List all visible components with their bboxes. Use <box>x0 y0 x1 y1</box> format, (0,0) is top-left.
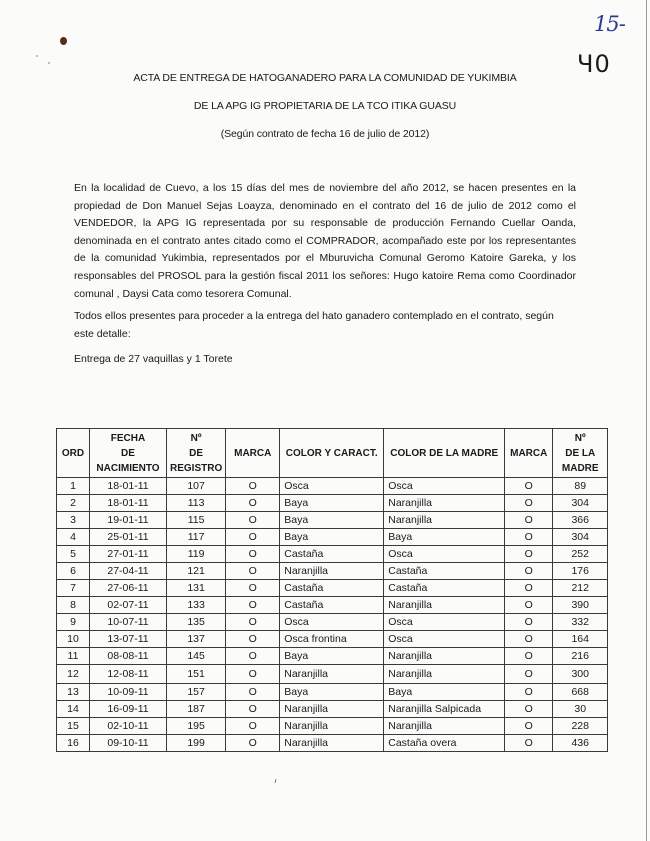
cell-num-madre: 366 <box>553 512 608 529</box>
cell-ord: 8 <box>57 597 90 614</box>
cell-ord: 5 <box>57 546 90 563</box>
header-line: FECHA <box>110 432 146 444</box>
cell-registro: 151 <box>167 665 226 684</box>
cell-fecha: 27-06-11 <box>90 580 167 597</box>
cell-num-madre: 252 <box>553 546 608 563</box>
cell-color: Baya <box>280 512 384 529</box>
cell-num-madre: 304 <box>553 529 608 546</box>
cell-marca-madre: O <box>505 546 553 563</box>
cell-color: Osca <box>280 614 384 631</box>
table-body <box>57 478 608 752</box>
cell-ord: 12 <box>57 665 90 684</box>
cell-marca: O <box>226 563 280 580</box>
cell-fecha: 02-10-11 <box>90 718 167 735</box>
cell-marca: O <box>226 631 280 648</box>
cell-color: Castaña <box>280 580 384 597</box>
header-marca: MARCA <box>226 429 280 478</box>
cell-ord: 11 <box>57 648 90 665</box>
header-color-madre: COLOR DE LA MADRE <box>384 429 505 478</box>
header-ord: ORD <box>57 429 90 478</box>
cell-num-madre: 212 <box>553 580 608 597</box>
cell-ord: 9 <box>57 614 90 631</box>
cell-color: Baya <box>280 495 384 512</box>
cell-registro: 117 <box>167 529 226 546</box>
cell-fecha: 27-01-11 <box>90 546 167 563</box>
cell-ord: 1 <box>57 478 90 495</box>
cell-marca-madre: O <box>505 665 553 684</box>
cell-fecha: 19-01-11 <box>90 512 167 529</box>
cell-marca-madre: O <box>505 495 553 512</box>
header-line: NACIMIENTO <box>96 462 160 474</box>
cell-marca-madre: O <box>505 478 553 495</box>
cell-registro: 135 <box>167 614 226 631</box>
table-row <box>57 735 608 752</box>
cell-num-madre: 228 <box>553 718 608 735</box>
header-fecha-nacimiento <box>90 429 167 478</box>
cell-marca: O <box>226 614 280 631</box>
cell-color: Osca frontina <box>280 631 384 648</box>
cell-color: Naranjilla <box>280 563 384 580</box>
cell-num-madre: 304 <box>553 495 608 512</box>
cell-color-madre: Naranjilla <box>384 718 505 735</box>
cell-color-madre: Castaña <box>384 580 505 597</box>
cell-num-madre: 390 <box>553 597 608 614</box>
cell-marca: O <box>226 684 280 701</box>
cell-fecha: 02-07-11 <box>90 597 167 614</box>
cell-marca-madre: O <box>505 614 553 631</box>
cell-color: Baya <box>280 648 384 665</box>
cell-marca-madre: O <box>505 684 553 701</box>
cell-registro: 115 <box>167 512 226 529</box>
cell-fecha: 27-04-11 <box>90 563 167 580</box>
cell-registro: 157 <box>167 684 226 701</box>
document-title: ACTA DE ENTREGA DE HATOGANADERO PARA LA COMUNIDAD DE YUKIMBIA <box>133 72 517 84</box>
cell-registro: 187 <box>167 701 226 718</box>
header-num-madre <box>553 429 608 478</box>
cell-fecha: 12-08-11 <box>90 665 167 684</box>
cell-fecha: 18-01-11 <box>90 495 167 512</box>
cell-color-madre: Naranjilla <box>384 665 505 684</box>
cell-color-madre: Baya <box>384 529 505 546</box>
cell-ord: 13 <box>57 684 90 701</box>
cell-marca-madre: O <box>505 597 553 614</box>
cell-marca-madre: O <box>505 580 553 597</box>
scan-mark <box>274 779 276 783</box>
cell-color-madre: Naranjilla <box>384 512 505 529</box>
document-subtitle: DE LA APG IG PROPIETARIA DE LA TCO ITIKA GUASU <box>193 100 457 112</box>
cell-num-madre: 30 <box>553 701 608 718</box>
cell-num-madre: 216 <box>553 648 608 665</box>
header-line: Nº <box>190 432 202 444</box>
scan-speck <box>36 55 38 57</box>
contract-reference: (Según contrato de fecha 16 de julio de 2012) <box>220 128 430 140</box>
table-row <box>57 512 608 529</box>
cell-ord: 14 <box>57 701 90 718</box>
table-row <box>57 614 608 631</box>
header-marca-madre: MARCA <box>505 429 553 478</box>
cell-registro: 137 <box>167 631 226 648</box>
table-row <box>57 701 608 718</box>
cell-marca: O <box>226 665 280 684</box>
cell-ord: 6 <box>57 563 90 580</box>
cell-color-madre: Castaña <box>384 563 505 580</box>
scan-speck <box>48 62 50 64</box>
cell-marca: O <box>226 597 280 614</box>
cell-color-madre: Osca <box>384 478 505 495</box>
header-color-caract: COLOR Y CARACT. <box>280 429 384 478</box>
cell-fecha: 10-07-11 <box>90 614 167 631</box>
cell-ord: 16 <box>57 735 90 752</box>
cell-color-madre: Castaña overa <box>384 735 505 752</box>
cell-color: Castaña <box>280 546 384 563</box>
detail-paragraph: Todos ellos presentes para proceder a la entrega del hato ganadero contemplado en el contrato, según este detalle: <box>74 310 554 340</box>
cell-registro: 107 <box>167 478 226 495</box>
cell-marca: O <box>226 529 280 546</box>
cell-num-madre: 164 <box>553 631 608 648</box>
cell-marca-madre: O <box>505 563 553 580</box>
header-line: Nº <box>574 432 586 444</box>
cell-marca: O <box>226 512 280 529</box>
cell-color: Naranjilla <box>280 718 384 735</box>
cell-marca-madre: O <box>505 512 553 529</box>
cell-color: Castaña <box>280 597 384 614</box>
table-row <box>57 718 608 735</box>
cell-color-madre: Baya <box>384 684 505 701</box>
header-line: MADRE <box>561 462 599 474</box>
cell-fecha: 08-08-11 <box>90 648 167 665</box>
ink-blot <box>60 37 67 45</box>
header-line: DE <box>121 447 135 459</box>
handwritten-folio-blue: 15- <box>594 12 625 36</box>
cell-num-madre: 332 <box>553 614 608 631</box>
cell-color: Naranjilla <box>280 735 384 752</box>
header-line: REGISTRO <box>170 462 223 474</box>
cell-marca: O <box>226 718 280 735</box>
cell-registro: 133 <box>167 597 226 614</box>
cell-fecha: 13-07-11 <box>90 631 167 648</box>
cell-ord: 15 <box>57 718 90 735</box>
cell-marca: O <box>226 701 280 718</box>
cell-fecha: 09-10-11 <box>90 735 167 752</box>
cell-marca: O <box>226 580 280 597</box>
cell-fecha: 16-09-11 <box>90 701 167 718</box>
cell-marca: O <box>226 648 280 665</box>
table-row <box>57 684 608 701</box>
cell-marca-madre: O <box>505 648 553 665</box>
cell-num-madre: 89 <box>553 478 608 495</box>
cell-color: Naranjilla <box>280 665 384 684</box>
cell-registro: 131 <box>167 580 226 597</box>
cell-color: Baya <box>280 529 384 546</box>
table-row <box>57 478 608 495</box>
cell-marca-madre: O <box>505 529 553 546</box>
intro-paragraph: En la localidad de Cuevo, a los 15 días del mes de noviembre del año 2012, se hacen presentes en la propiedad de Don Manuel Sejas Loayza, denominado en el contrato del 16 de julio de 2012 como el VENDEDOR, la APG IG representada por su responsable de producción Fernando Cuellar Oanda, denominada en el contrato antes citado como el COMPRADOR, acompañado este por los representantes de la comunidad Yukimbia, representados por el Mburuvicha Comunal Geromo Katoire Gareka, y los responsables del PROSOL para la gestión fiscal 2011 los señores: Hugo katoire Rema como Coordinador comunal , Daysi Cata como tesorera Comunal. <box>74 182 576 300</box>
cell-marca: O <box>226 478 280 495</box>
cell-num-madre: 300 <box>553 665 608 684</box>
cell-registro: 145 <box>167 648 226 665</box>
delivery-summary: Entrega de 27 vaquillas y 1 Torete <box>74 353 233 365</box>
cell-registro: 113 <box>167 495 226 512</box>
scan-edge <box>646 0 647 841</box>
cell-num-madre: 436 <box>553 735 608 752</box>
cell-marca-madre: O <box>505 631 553 648</box>
table-header-row <box>57 429 608 478</box>
cell-ord: 4 <box>57 529 90 546</box>
cell-marca-madre: O <box>505 735 553 752</box>
cell-color-madre: Osca <box>384 631 505 648</box>
table-row <box>57 495 608 512</box>
header-num-registro <box>167 429 226 478</box>
cell-fecha: 18-01-11 <box>90 478 167 495</box>
table-row <box>57 529 608 546</box>
cell-num-madre: 668 <box>553 684 608 701</box>
cell-registro: 121 <box>167 563 226 580</box>
cell-num-madre: 176 <box>553 563 608 580</box>
cell-color-madre: Osca <box>384 614 505 631</box>
header-line: DE LA <box>565 447 596 459</box>
cell-marca: O <box>226 735 280 752</box>
table-row <box>57 631 608 648</box>
cell-registro: 195 <box>167 718 226 735</box>
cell-fecha: 10-09-11 <box>90 684 167 701</box>
cell-marca-madre: O <box>505 718 553 735</box>
cell-color-madre: Naranjilla Salpicada <box>384 701 505 718</box>
cell-fecha: 25-01-11 <box>90 529 167 546</box>
table-row <box>57 648 608 665</box>
cell-color: Osca <box>280 478 384 495</box>
cell-marca: O <box>226 546 280 563</box>
cell-color-madre: Naranjilla <box>384 495 505 512</box>
handwritten-folio-black: Ч0 <box>577 50 611 78</box>
cell-color: Naranjilla <box>280 701 384 718</box>
cell-color-madre: Osca <box>384 546 505 563</box>
cell-marca: O <box>226 495 280 512</box>
cell-color-madre: Naranjilla <box>384 597 505 614</box>
table-row <box>57 597 608 614</box>
header-line: DE <box>189 447 204 459</box>
table-row <box>57 546 608 563</box>
cell-marca-madre: O <box>505 701 553 718</box>
cell-registro: 119 <box>167 546 226 563</box>
cell-color: Baya <box>280 684 384 701</box>
cell-ord: 7 <box>57 580 90 597</box>
cell-color-madre: Naranjilla <box>384 648 505 665</box>
cell-registro: 199 <box>167 735 226 752</box>
table-row <box>57 563 608 580</box>
cell-ord: 10 <box>57 631 90 648</box>
cattle-delivery-table <box>56 428 608 752</box>
table-row <box>57 665 608 684</box>
cell-ord: 3 <box>57 512 90 529</box>
cell-ord: 2 <box>57 495 90 512</box>
table-row <box>57 580 608 597</box>
